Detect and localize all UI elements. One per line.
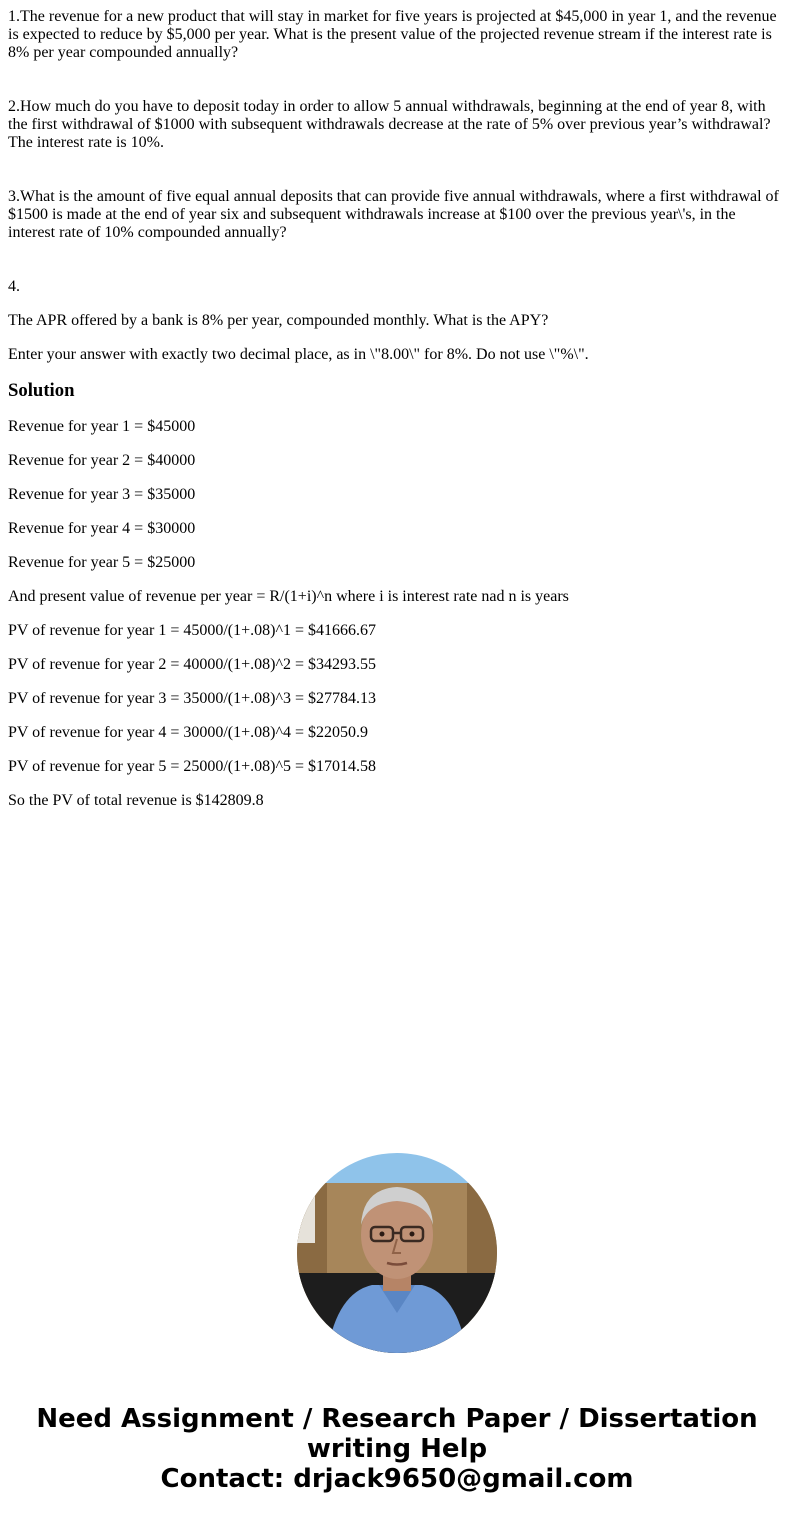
question-4-text: The APR offered by a bank is 8% per year, compounded monthly. What is the APY? — [8, 312, 549, 329]
solution-total: So the PV of total revenue is $142809.8 — [8, 792, 264, 809]
solution-line: Revenue for year 1 = $45000 — [8, 418, 196, 435]
solution-line: Revenue for year 4 = $30000 — [8, 520, 196, 537]
solution-line: Revenue for year 2 = $40000 — [8, 452, 196, 469]
contact-footer — [0, 1404, 794, 1494]
solution-line: Revenue for year 5 = $25000 — [8, 554, 196, 571]
solution-line: PV of revenue for year 1 = 45000/(1+.08)^1 = $41666.67 — [8, 622, 376, 639]
solution-line: And present value of revenue per year = R/(1+i)^n where i is interest rate nad n is years — [8, 588, 569, 605]
footer-line-1: Need Assignment / Research Paper / Dissertation — [36, 1404, 758, 1434]
author-photo-avatar — [297, 1153, 497, 1353]
question-3: 3.What is the amount of five equal annual deposits that can provide five annual withdrawals, where a first withdrawal of $1500 is made at the end of year six and subsequent withdrawals increase at $100 over the previous year\'s, in the interest rate of 10% compounded annually? — [8, 188, 779, 241]
solution-line: Revenue for year 3 = $35000 — [8, 486, 196, 503]
question-2: 2.How much do you have to deposit today in order to allow 5 annual withdrawals, beginning at the end of year 8, with the first withdrawal of $1000 with subsequent withdrawals decrease at the rate of 5% over previous year’s withdrawal? The interest rate is 10%. — [8, 98, 771, 151]
solution-line: PV of revenue for year 4 = 30000/(1+.08)^4 = $22050.9 — [8, 724, 368, 741]
footer-line-2: writing Help — [306, 1434, 488, 1464]
solution-heading: Solution — [8, 380, 75, 401]
question-4-number: 4. — [8, 278, 20, 295]
document-body — [8, 8, 784, 826]
footer-contact-email: Contact: drjack9650@gmail.com — [160, 1464, 634, 1494]
person-icon — [297, 1153, 497, 1353]
question-1: 1.The revenue for a new product that will stay in market for five years is projected at $45,000 in year 1, and the revenue is expected to reduce by $5,000 per year. What is the present value of the projected revenue stream if the interest rate is 8% per year compounded annually? — [8, 8, 777, 61]
question-4-instruction: Enter your answer with exactly two decimal place, as in \"8.00\" for 8%. Do not use \"%\". — [8, 346, 589, 363]
solution-line: PV of revenue for year 2 = 40000/(1+.08)^2 = $34293.55 — [8, 656, 376, 673]
solution-line: PV of revenue for year 5 = 25000/(1+.08)^5 = $17014.58 — [8, 758, 376, 775]
solution-line: PV of revenue for year 3 = 35000/(1+.08)^3 = $27784.13 — [8, 690, 376, 707]
